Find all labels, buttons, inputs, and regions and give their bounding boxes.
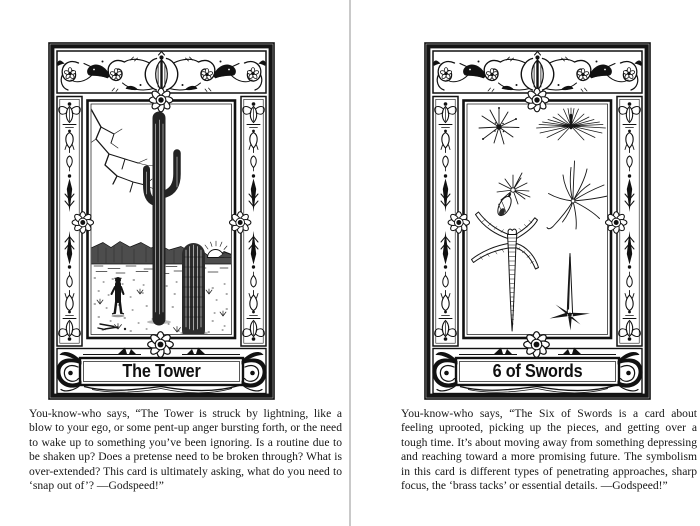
page-divider bbox=[349, 0, 351, 526]
caption-six-of-swords: You-know-who says, “The Six of Swords is a card about feeling uprooted, picking up the pieces, and getting over a tough time. It’s about moving away from something depressing and reaching toward a more promising future. The symbolism in this card is different types of penetrating approaches, sharp focus, the ‘brass tacks’ or essential details. —Godspeed!” bbox=[401, 407, 697, 493]
tarot-card-the-tower bbox=[48, 42, 275, 400]
tarot-card-six-of-swords bbox=[424, 42, 651, 400]
card-title-the-tower: The Tower bbox=[122, 361, 201, 381]
card-title-six-of-swords: 6 of Swords bbox=[492, 361, 583, 381]
caption-the-tower: You-know-who says, “The Tower is struck by lightning, like a blow to your ego, or some pent-up anger bursting forth, or the need to wake up to something you’ve been ignoring. Is a routine due to be shaken up? Does a pretense need to be broken through? What is over-extended? This card is ultimately asking, what do you need to ‘snap out of’? —Godspeed!” bbox=[29, 407, 342, 493]
six-of-swords-illustration bbox=[424, 42, 651, 400]
the-tower-illustration bbox=[48, 42, 275, 400]
